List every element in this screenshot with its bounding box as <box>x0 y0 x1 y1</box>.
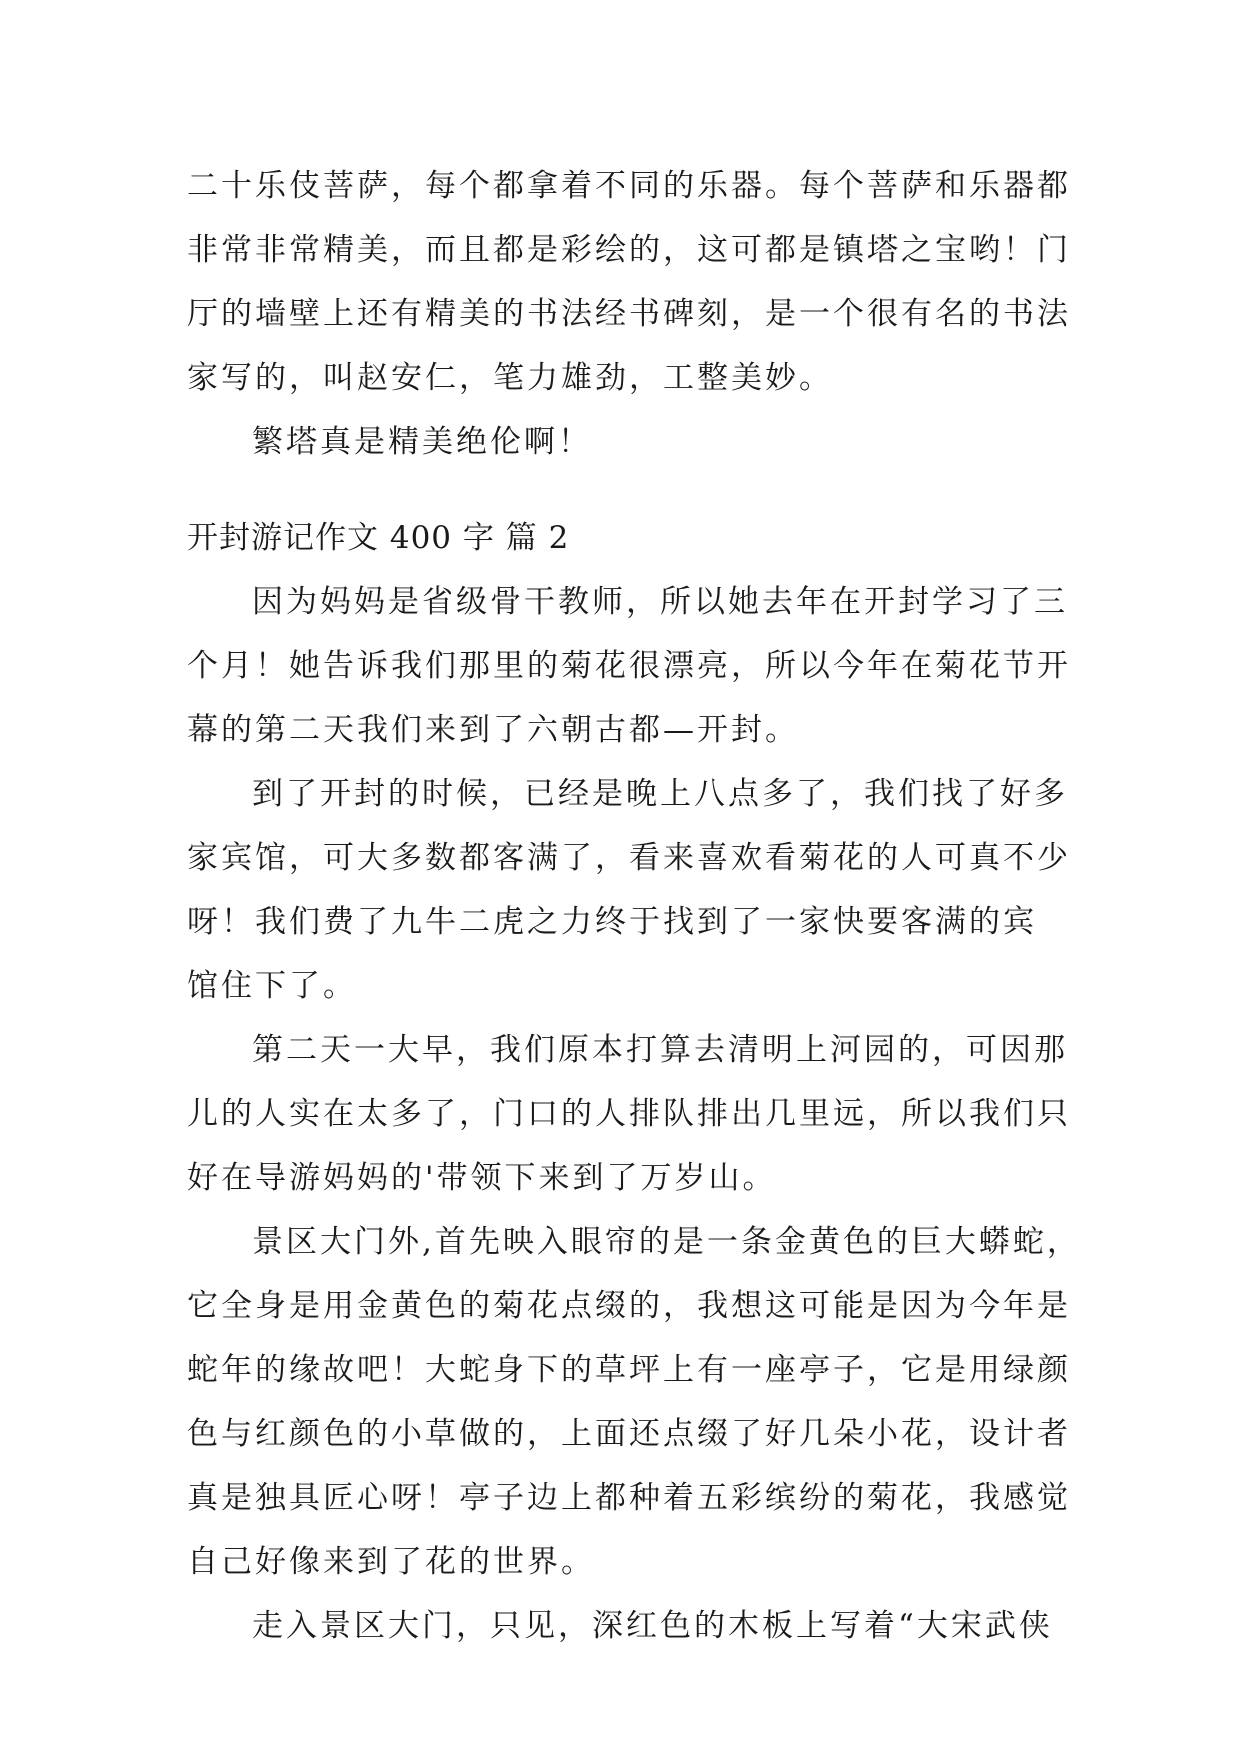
section-heading: 开封游记作文 400 字 篇 2 <box>187 520 570 556</box>
text-line: 到了开封的时候，已经是晚上八点多了，我们找了好多 <box>252 776 1068 812</box>
text-line: 真是独具匠心呀！亭子边上都种着五彩缤纷的菊花，我感觉 <box>187 1480 1071 1516</box>
text-line: 儿的人实在太多了，门口的人排队排出几里远，所以我们只 <box>187 1096 1071 1132</box>
text-line: 呀！我们费了九牛二虎之力终于找到了一家快要客满的宾 <box>187 904 1037 940</box>
text-line: 非常非常精美，而且都是彩绘的，这可都是镇塔之宝哟！门 <box>187 232 1071 268</box>
text-line: 走入景区大门，只见，深红色的木板上写着“大宋武侠 <box>252 1608 1053 1644</box>
text-line: 色与红颜色的小草做的，上面还点缀了好几朵小花，设计者 <box>187 1416 1071 1452</box>
text-line: 家写的，叫赵安仁，笔力雄劲，工整美妙。 <box>187 360 833 396</box>
text-line: 好在导游妈妈的'带领下来到了万岁山。 <box>187 1160 777 1196</box>
text-line: 景区大门外,首先映入眼帘的是一条金黄色的巨大蟒蛇， <box>252 1224 1081 1260</box>
text-line: 个月！她告诉我们那里的菊花很漂亮，所以今年在菊花节开 <box>187 648 1071 684</box>
text-line: 自己好像来到了花的世界。 <box>187 1544 595 1580</box>
text-line: 厅的墙壁上还有精美的书法经书碑刻，是一个很有名的书法 <box>187 296 1071 332</box>
text-line: 幕的第二天我们来到了六朝古都—开封。 <box>187 712 799 748</box>
text-line: 馆住下了。 <box>187 968 357 1004</box>
text-line: 家宾馆，可大多数都客满了，看来喜欢看菊花的人可真不少 <box>187 840 1071 876</box>
text-line: 它全身是用金黄色的菊花点缀的，我想这可能是因为今年是 <box>187 1288 1071 1324</box>
text-line: 第二天一大早，我们原本打算去清明上河园的，可因那 <box>252 1032 1068 1068</box>
text-line: 蛇年的缘故吧！大蛇身下的草坪上有一座亭子，它是用绿颜 <box>187 1352 1071 1388</box>
text-line: 因为妈妈是省级骨干教师，所以她去年在开封学习了三 <box>252 584 1068 620</box>
text-line: 二十乐伎菩萨，每个都拿着不同的乐器。每个菩萨和乐器都 <box>187 168 1071 204</box>
text-line: 繁塔真是精美绝伦啊！ <box>252 424 592 460</box>
